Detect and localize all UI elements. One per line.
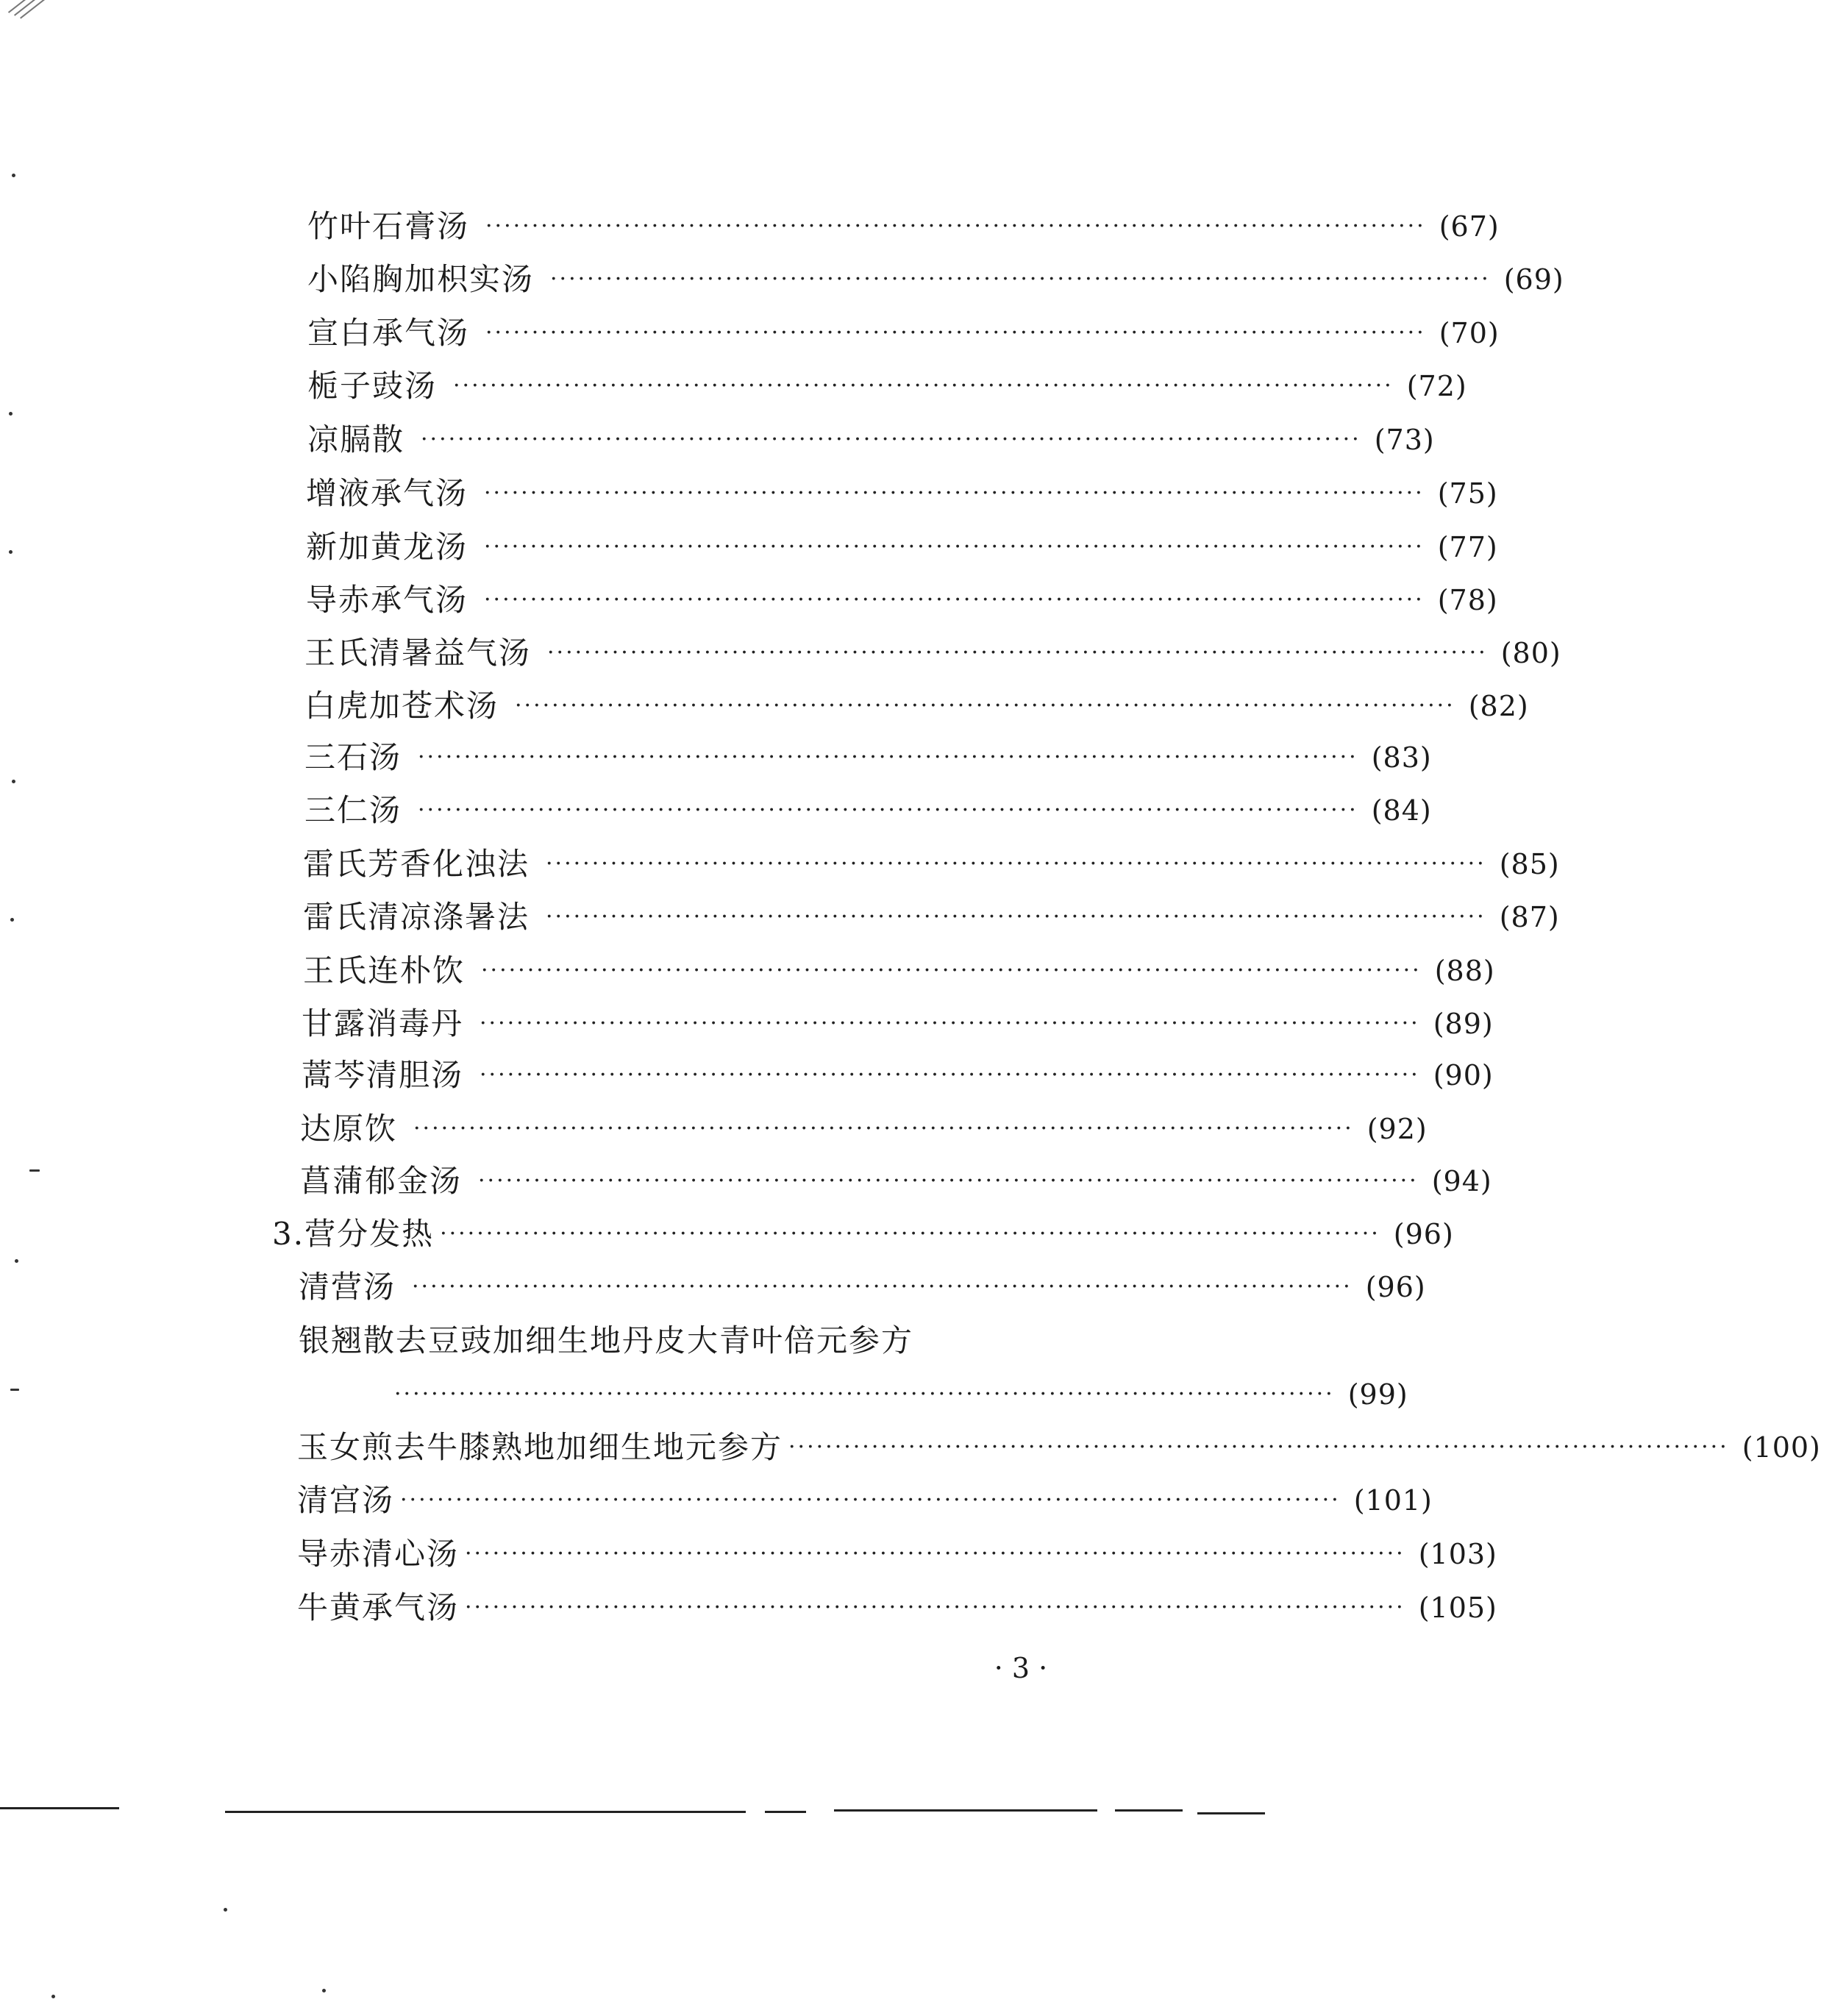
- toc-entry-page: (87): [1499, 901, 1560, 933]
- toc-entry-page: (85): [1499, 848, 1560, 880]
- toc-entry-title: 王氏清暑益气汤: [304, 635, 532, 671]
- toc-entry-title: 王氏连朴饮: [303, 952, 466, 989]
- toc-entry-title: 新加黄龙汤: [306, 529, 468, 565]
- toc-entry-title: 小陷胸加枳实汤: [307, 261, 535, 297]
- toc-leader: ······································································································: [465, 1541, 1405, 1567]
- toc-entry-page: (96): [1393, 1218, 1454, 1250]
- toc-entry: [300, 1159, 1492, 1203]
- toc-leader: ······································································································: [547, 640, 1488, 666]
- toc-entry-title: 3.营分发热: [272, 1216, 435, 1252]
- margin-speck: [51, 1995, 55, 1998]
- toc-entry-page: (88): [1434, 955, 1495, 987]
- toc-leader: ······································································································: [465, 1595, 1405, 1620]
- toc-entry-page: (103): [1418, 1538, 1497, 1570]
- toc-entry: [307, 418, 1435, 462]
- toc-entry: [304, 788, 1432, 833]
- toc-entry-title: 凉膈散: [307, 421, 405, 457]
- toc-entry: [297, 1425, 1821, 1470]
- toc-entry-title: 清宫汤: [297, 1482, 395, 1518]
- toc-entry-title: 蒿芩清胆汤: [302, 1057, 464, 1093]
- toc-entry: [303, 842, 1560, 886]
- toc-entry-title: 清营汤: [299, 1269, 396, 1305]
- margin-speck: [15, 1259, 18, 1263]
- toc-leader: ······································································································: [418, 797, 1358, 823]
- toc-entry: [297, 1586, 1497, 1630]
- toc-entry-title: 增液承气汤: [306, 475, 468, 511]
- toc-entry-page: (69): [1503, 263, 1564, 296]
- toc-entry: [307, 364, 1467, 408]
- toc-leader: ······································································································: [418, 744, 1358, 770]
- scan-rule-line: [765, 1811, 806, 1813]
- toc-leader: ······································································································: [480, 1062, 1420, 1088]
- toc-entry-page: (101): [1353, 1484, 1433, 1517]
- toc-entry-page: (94): [1431, 1165, 1492, 1197]
- toc-leader: ······································································································: [485, 213, 1426, 239]
- toc-entry-title: 菖蒲郁金汤: [300, 1163, 463, 1199]
- toc-entry-title: 牛黄承气汤: [297, 1589, 460, 1625]
- toc-leader: ······································································································: [481, 958, 1422, 983]
- margin-speck: [322, 1989, 326, 1992]
- toc-entry: [302, 1053, 1494, 1097]
- toc-leader: ······································································································: [440, 1221, 1380, 1247]
- toc-leader: ······································································································: [484, 534, 1425, 560]
- toc-leader: ······································································································: [413, 1116, 1354, 1141]
- toc-entry: [306, 525, 1498, 569]
- toc-entry-page: (84): [1371, 794, 1432, 827]
- toc-entry-page: (89): [1433, 1008, 1494, 1040]
- toc-entry-title: 导赤清心汤: [297, 1536, 460, 1572]
- toc-entry-title: 三石汤: [304, 739, 402, 775]
- toc-entry-page: (80): [1500, 637, 1561, 669]
- toc-entry-title: 白虎加苍术汤: [304, 688, 499, 724]
- toc-leader: ······································································································: [788, 1434, 1729, 1460]
- scan-rule-line: [225, 1811, 746, 1813]
- toc-entry-title: 导赤承气汤: [306, 582, 468, 618]
- margin-speck: [10, 1389, 19, 1391]
- toc-leader: ······································································································: [484, 587, 1425, 613]
- toc-entry-title: 竹叶石膏汤: [307, 208, 470, 244]
- toc-entry-page: (77): [1437, 531, 1498, 563]
- toc-entry-page: (82): [1468, 690, 1529, 722]
- margin-speck: [9, 550, 13, 554]
- toc-entry-page: (90): [1433, 1059, 1494, 1091]
- toc-entry: [304, 631, 1561, 675]
- toc-entry-title: 甘露消毒丹: [302, 1005, 464, 1041]
- margin-speck: [9, 412, 13, 416]
- toc-entry-page: (83): [1371, 741, 1432, 774]
- toc-entry: [307, 257, 1564, 302]
- toc-entry-page: (75): [1437, 477, 1498, 510]
- toc-leader: ······································································································: [453, 373, 1394, 399]
- toc-entry-page: (67): [1439, 210, 1500, 243]
- toc-leader: ······································································································: [546, 851, 1486, 877]
- toc-leader: ······································································································: [480, 1011, 1420, 1036]
- toc-leader: ······································································································: [400, 1487, 1341, 1513]
- toc-entry-page: (78): [1437, 584, 1498, 616]
- toc-entry: [304, 735, 1432, 780]
- page-number: · 3 ·: [994, 1652, 1048, 1684]
- toc-entry: [303, 895, 1560, 939]
- toc-entry-page: (99): [1347, 1378, 1408, 1411]
- toc-leader: ······································································································: [546, 904, 1486, 930]
- toc-entry: [307, 311, 1500, 355]
- scan-rule-line: [1197, 1812, 1265, 1814]
- toc-entry-page: (92): [1366, 1113, 1428, 1145]
- margin-speck: [12, 780, 15, 783]
- margin-speck: [224, 1908, 227, 1912]
- toc-entry-page: (96): [1365, 1271, 1426, 1303]
- toc-leader: ······································································································: [478, 1168, 1419, 1194]
- toc-entry: [297, 1532, 1497, 1576]
- toc-entry-title: 达原饮: [300, 1111, 398, 1147]
- toc-entry-page: (73): [1374, 424, 1435, 456]
- toc-entry-page: (70): [1439, 317, 1500, 349]
- toc-section-heading: [272, 1212, 1454, 1256]
- toc-entry-title: 宣白承气汤: [307, 315, 470, 351]
- toc-entry-page: (100): [1742, 1431, 1821, 1464]
- toc-leader: ······································································································: [421, 427, 1361, 452]
- scan-rule-line: [834, 1809, 1097, 1812]
- toc-entry: [302, 1002, 1494, 1046]
- toc-entry: [297, 1478, 1433, 1522]
- toc-entry: [307, 204, 1500, 249]
- toc-leader: ······································································································: [515, 693, 1455, 719]
- margin-speck: [12, 174, 15, 177]
- scan-rule-line: [0, 1807, 119, 1809]
- toc-leader: ······································································································: [485, 320, 1426, 346]
- margin-speck: [10, 918, 14, 922]
- toc-entry: [303, 949, 1495, 993]
- toc-entry: [304, 684, 1529, 728]
- toc-entry: [299, 1265, 1426, 1309]
- toc-entry-title: 玉女煎去牛膝熟地加细生地元参方: [297, 1429, 783, 1465]
- toc-entry-title: 雷氏芳香化浊法: [303, 846, 530, 882]
- toc-leader: ······································································································: [412, 1274, 1353, 1300]
- margin-speck: [29, 1169, 40, 1172]
- toc-entry-title-long: 银翘散去豆豉加细生地丹皮大青叶倍元参方: [299, 1322, 914, 1358]
- toc-leader: ······································································································: [550, 266, 1491, 292]
- toc-entry-page: (105): [1418, 1592, 1497, 1624]
- toc-leader: ······································································································: [484, 480, 1425, 506]
- toc-entry-page: (72): [1406, 370, 1467, 402]
- toc-entry-title: 三仁汤: [304, 792, 402, 828]
- toc-entry: [306, 578, 1498, 622]
- toc-entry: [306, 471, 1498, 516]
- scan-rule-line: [1115, 1809, 1183, 1812]
- toc-leader: ······································································································: [394, 1381, 1335, 1407]
- toc-entry-title: 栀子豉汤: [307, 368, 438, 404]
- toc-entry-continuation: [394, 1372, 1408, 1417]
- toc-entry: [300, 1107, 1428, 1151]
- toc-entry-title: 雷氏清凉涤暑法: [303, 899, 530, 935]
